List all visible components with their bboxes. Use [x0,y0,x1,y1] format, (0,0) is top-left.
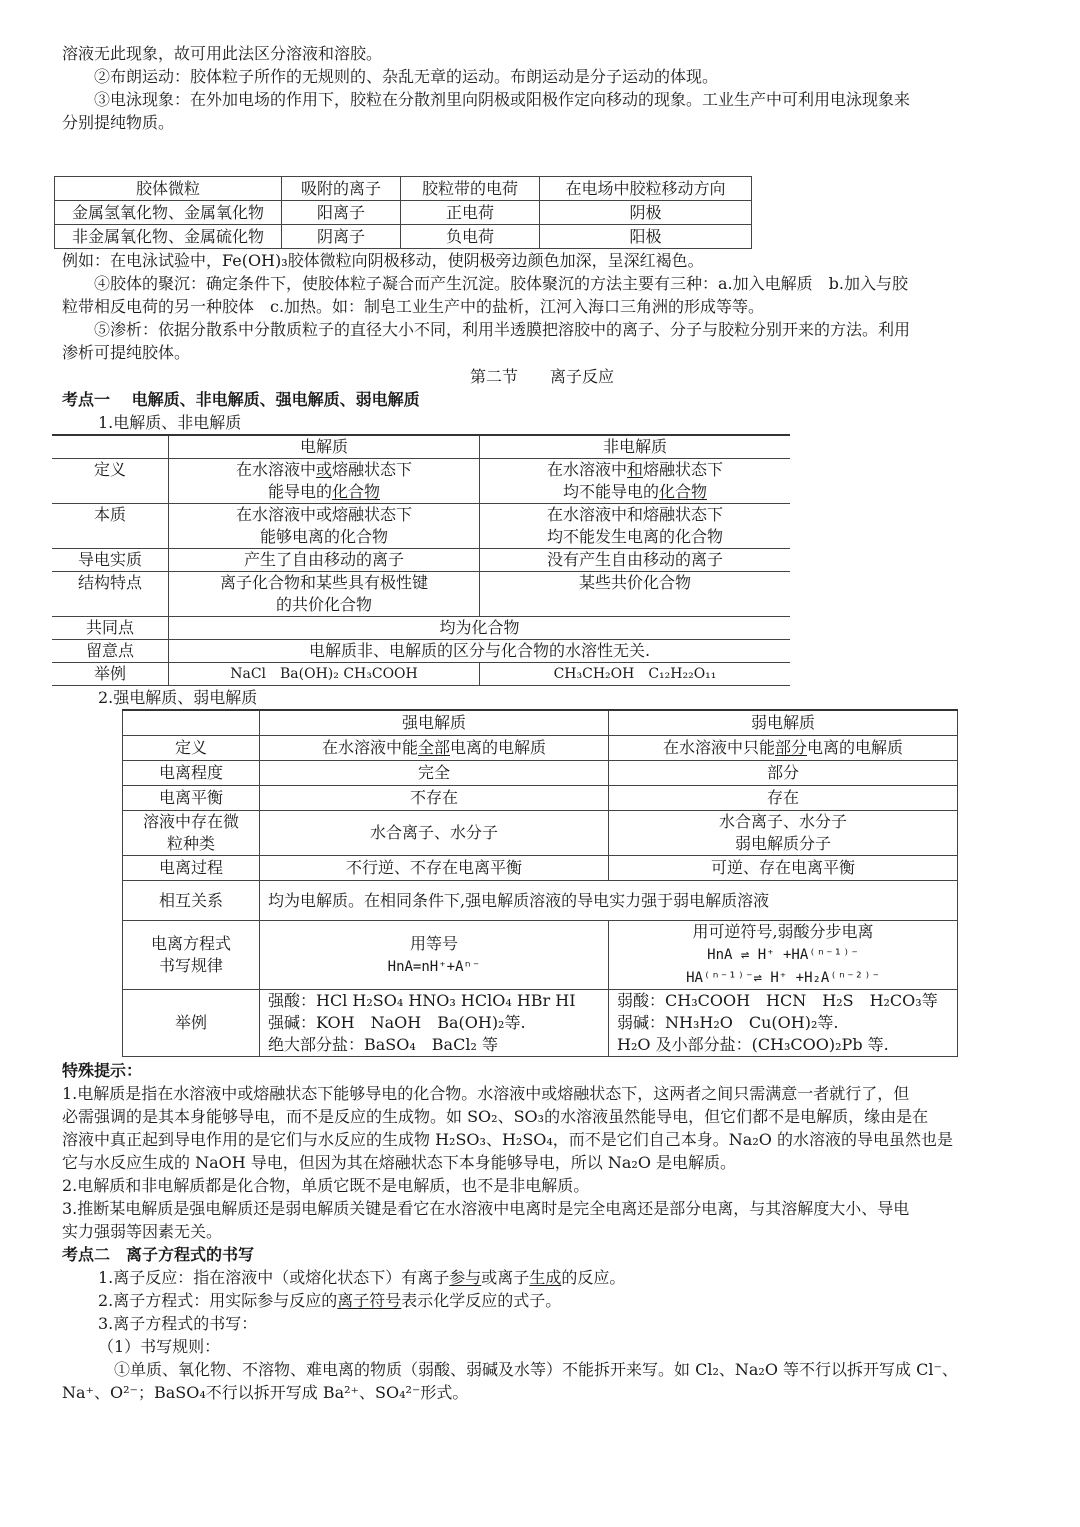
underlined-text: 化合物 [659,482,708,501]
table-header-row [52,435,790,459]
table-header-cell: 强电解质 [260,710,609,736]
coagulation-paragraph-cont: 粒带相反电荷的另一种胶体 c.加热。如：制皂工业生产中的盐析，江河入海口三角洲的形成等等。 [62,297,765,316]
underlined-text: 化合物 [332,482,381,501]
cell-text: 熔融状态下 [332,460,413,479]
table-cell [169,459,480,504]
cell-formula: HnA=nH⁺+Aⁿ⁻ [387,958,481,975]
table-header-cell: 电解质 [169,435,480,459]
kaodian1-heading: 考点一 电解质、非电解质、强电解质、弱电解质 [62,390,420,409]
electrophoresis-paragraph: ③电泳现象：在外加电场的作用下，胶粒在分散剂里向阴极或阳极作定向移动的现象。工业生产中可利用电泳现象来 [94,90,911,109]
table-cell [609,736,958,761]
table-cell: 非金属氧化物、金属硫化物 [55,225,282,249]
row-label: 举例 [123,990,260,1057]
cell-text: 强酸：HCl H₂SO₄ HNO₃ HClO₄ HBr HI [268,991,576,1010]
cell-text: 电离的电解质 [450,738,547,757]
paragraph-text: 2.离子方程式：用实际参与反应的 [98,1291,338,1310]
ionic-equation-writing: 3.离子方程式的书写： [98,1314,258,1333]
table-row [123,786,958,811]
table-cell: 阳极 [540,225,752,249]
table-cell [480,459,791,504]
cell-text: 在水溶液中 [546,460,627,479]
cell-text: 在水溶液中或熔融状态下 [235,505,412,524]
dialysis-paragraph-cont: 渗析可提纯胶体。 [62,343,191,362]
cell-text: 溶液中存在微 [142,812,239,831]
dialysis-paragraph: ⑤渗析：依据分散系中分散质粒子的直径大小不同，利用半透膜把溶胶中的离子、分子与胶粒分别开来的方法。利用 [94,320,911,339]
table-cell: 均为电解质。在相同条件下,强电解质溶液的导电实力强于弱电解质溶液 [260,881,958,921]
cell-text: 水合离子、水分子 [718,812,847,831]
table-row [52,640,790,663]
cell-text: 离子化合物和某些具有极性键 [219,573,428,592]
cell-text: 粒种类 [166,834,215,853]
cell-text: 弱电解质分子 [734,834,831,853]
tip-paragraph: 实力强弱等因素无关。 [62,1222,223,1241]
table-row [52,504,790,549]
paragraph-text: 的反应。 [561,1268,626,1287]
cell-text: 能导电的 [267,482,332,501]
table-cell: 电解质非、电解质的区分与化合物的水溶性无关. [169,640,791,663]
writing-rule-paragraph: ①单质、氧化物、不溶物、难电离的物质（弱酸、弱碱及水等）不能拆开来写。如 Cl₂、Na₂O 等不行以拆开写成 Cl⁻、 [114,1360,958,1379]
underlined-text: 部分 [774,738,807,757]
row-label: 电离程度 [123,761,260,786]
row-label: 导电实质 [52,549,169,572]
electrolyte-table [52,434,790,686]
electrophoresis-paragraph-cont: 分别提纯物质。 [62,113,175,132]
table-cell: 某些共价化合物 [480,572,791,617]
table-row [52,459,790,504]
row-label: 相互关系 [123,881,260,921]
tip-paragraph: 必需强调的是其本身能够导电，而不是反应的生成物。如 SO₂、SO₃的水溶液虽然能导电，但它们都不是电解质，缘由是在 [62,1107,929,1126]
table-cell: 均为化合物 [169,617,791,640]
table-header-cell: 弱电解质 [609,710,958,736]
cell-text: H₂O 及小部分盐：(CH₃COO)₂Pb 等. [617,1035,889,1054]
table-cell: 阴极 [540,201,752,225]
table-row [123,881,958,921]
table-row [55,225,752,249]
tip-paragraph: 3.推断某电解质是强电解质还是弱电解质关键是看它在水溶液中电离时是完全电离还是部分电离，与其溶解度大小、导电 [62,1199,910,1218]
table-cell: 负电荷 [401,225,540,249]
cell-text: 用等号 [409,933,458,953]
intro-line: 溶液无此现象，故可用此法区分溶液和溶胶。 [62,44,383,63]
table-cell: 金属氢氧化物、金属氧化物 [55,201,282,225]
ionic-reaction-definition [62,1266,1022,1289]
table-row [123,811,958,856]
tip-paragraph: 1.电解质是指在水溶液中或熔融状态下能够导电的化合物。水溶液中或熔融状态下，这两者之间只需满意一者就行了，但 [62,1084,910,1103]
table-cell: 正电荷 [401,201,540,225]
table-header-row [123,710,958,736]
table-cell: 水合离子、水分子 [260,811,609,856]
table-cell [169,572,480,617]
ionic-equation-definition [62,1289,1022,1312]
cell-text: 在水溶液中 [235,460,316,479]
subheading-electrolyte: 1.电解质、非电解质 [98,413,242,432]
table-row [123,921,958,990]
paragraph-text: 表示化学反应的式子。 [401,1291,562,1310]
cell-text: 用可逆符号,弱酸分步电离 [692,922,874,941]
table-cell: NaCl Ba(OH)₂ CH₃COOH [169,663,480,686]
writing-rules-heading: （1）书写规则： [98,1337,221,1356]
table-row [52,549,790,572]
paragraph-text: 1.离子反应：指在溶液中（或熔化状态下）有离子 [98,1268,450,1287]
table-header-cell: 胶体微粒 [55,177,282,201]
row-label: 电离过程 [123,856,260,881]
electrophoresis-example: 例如：在电泳试验中，Fe(OH)₃胶体微粒向阴极移动，使阴极旁边颜色加深，呈深红褐色。 [62,251,704,270]
table-row [123,856,958,881]
table-cell [480,504,791,549]
row-label [123,921,260,990]
coagulation-paragraph: ④胶体的聚沉：确定条件下，使胶体粒子凝合而产生沉淀。胶体聚沉的方法主要有三种：a.加入电解质 b.加入与胶 [94,274,908,293]
cell-text: 电离方程式 [150,934,231,953]
row-label: 电离平衡 [123,786,260,811]
cell-text: 弱酸：CH₃COOH HCN H₂S H₂CO₃等 [617,991,938,1010]
cell-text: 能够电离的化合物 [259,527,388,546]
table-cell: 不存在 [260,786,609,811]
table-cell [609,811,958,856]
underlined-text: 全部 [417,738,450,757]
table-row [55,201,752,225]
table-cell [260,990,609,1057]
table-row [52,663,790,686]
table-row [52,572,790,617]
colloid-charge-table [54,176,752,249]
table-cell [609,921,958,990]
table-cell [609,990,958,1057]
cell-formula: HnA ⇌ H⁺ +HA⁽ⁿ⁻¹⁾⁻ [707,947,859,963]
table-cell: 没有产生自由移动的离子 [480,549,791,572]
cell-text: 在水溶液中能 [321,738,418,757]
tip-paragraph: 2.电解质和非电解质都是化合物，单质它既不是电解质，也不是非电解质。 [62,1176,590,1195]
row-label: 定义 [52,459,169,504]
row-label: 留意点 [52,640,169,663]
cell-text: 均不能导电的 [562,482,659,501]
underlined-text: 离子符号 [337,1291,402,1310]
cell-text: 的共价化合物 [275,595,372,614]
table-cell: CH₃CH₂OH C₁₂H₂₂O₁₁ [480,663,791,686]
table-cell: 可逆、存在电离平衡 [609,856,958,881]
row-label: 举例 [52,663,169,686]
table-header-cell: 吸附的离子 [282,177,401,201]
tip-paragraph: 溶液中真正起到导电作用的是它们与水反应的生成物 H₂SO₃、H₂SO₄，而不是它们自己本身。Na₂O 的水溶液的导电虽然也是 [62,1130,953,1149]
section-title: 第二节 离子反应 [469,367,614,386]
row-label [123,811,260,856]
row-label: 共同点 [52,617,169,640]
cell-text: 电离的电解质 [807,738,904,757]
table-header-cell: 在电场中胶粒移动方向 [540,177,752,201]
kaodian2-heading: 考点二 离子方程式的书写 [62,1245,255,1264]
writing-rule-paragraph-cont: Na⁺、O²⁻；BaSO₄不行以拆开写成 Ba²⁺、SO₄²⁻形式。 [62,1383,469,1402]
cell-text: 强碱：KOH NaOH Ba(OH)₂等. [268,1013,526,1032]
table-cell: 阴离子 [282,225,401,249]
table-cell: 完全 [260,761,609,786]
cell-formula: HA⁽ⁿ⁻¹⁾⁻⇌ H⁺ +H₂A⁽ⁿ⁻²⁾⁻ [686,970,880,986]
table-header-cell: 胶粒带的电荷 [401,177,540,201]
table-cell: 阳离子 [282,201,401,225]
table-cell: 不行逆、不存在电离平衡 [260,856,609,881]
cell-text: 弱碱：NH₃H₂O Cu(OH)₂等. [617,1013,839,1032]
cell-text: 书写规律 [158,956,223,975]
tips-heading: 特殊提示： [62,1061,143,1080]
table-cell: 存在 [609,786,958,811]
table-corner-cell [123,710,260,736]
cell-text: 在水溶液中只能 [662,738,775,757]
table-cell [169,504,480,549]
table-header-cell: 非电解质 [480,435,791,459]
underlined-text: 参与 [449,1268,482,1287]
table-header-row [55,177,752,201]
table-corner-cell [52,435,169,459]
table-row [123,736,958,761]
tip-paragraph: 它与水反应生成的 NaOH 导电，但因为其在熔融状态下本身能够导电，所以 Na₂O 是电解质。 [62,1153,737,1172]
cell-text: 均不能发生电离的化合物 [546,527,723,546]
table-cell: 产生了自由移动的离子 [169,549,480,572]
underlined-text: 和 [626,460,643,479]
underlined-text: 生成 [529,1268,562,1287]
row-label: 定义 [123,736,260,761]
table-row [123,761,958,786]
cell-text: 熔融状态下 [643,460,724,479]
cell-text: 绝大部分盐：BaSO₄ BaCl₂ 等 [268,1035,498,1054]
table-cell: 部分 [609,761,958,786]
cell-text: 在水溶液中和熔融状态下 [546,505,723,524]
document-page [62,42,1022,1404]
strength-table [122,709,958,1057]
table-cell [260,921,609,990]
brownian-paragraph: ②布朗运动：胶体粒子所作的无规则的、杂乱无章的运动。布朗运动是分子运动的体现。 [94,67,719,86]
row-label: 本质 [52,504,169,549]
table-cell [260,736,609,761]
subheading-strength: 2.强电解质、弱电解质 [98,688,258,707]
row-label: 结构特点 [52,572,169,617]
table-row [123,990,958,1057]
table-row [52,617,790,640]
underlined-text: 或 [315,460,332,479]
paragraph-text: 或离子 [481,1268,530,1287]
